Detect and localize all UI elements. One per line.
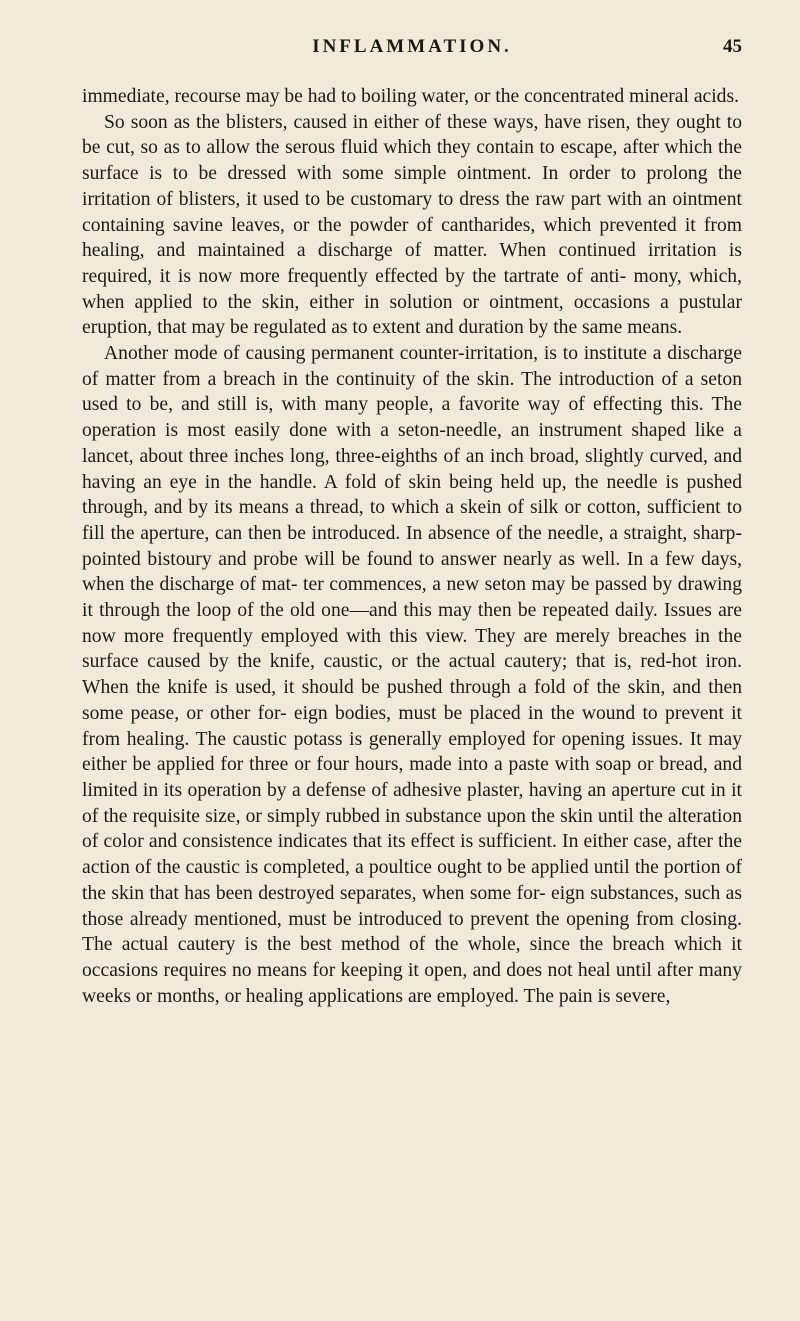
- page-number: 45: [723, 36, 742, 57]
- body-text: [82, 84, 742, 1009]
- paragraph-counter-irritation: Another mode of causing permanent counter-irritation, is to institute a discharge of matter from a breach in the continuity of the skin. The introduction of a seton used to be, and still is, with many people, a favorite way of effecting this. The operation is most easily done with a seton-needle, an instrument shaped like a lancet, about three inches long, three-eighths of an inch broad, slightly curved, and having an eye in the handle. A fold of skin being held up, the needle is pushed through, and by its means a thread, to which a skein of silk or cotton, sufficient to fill the aperture, can then be introduced. In absence of the needle, a straight, sharp-pointed bistoury and probe will be found to answer nearly as well. In a few days, when the discharge of mat- ter commences, a new seton may be passed by drawing it through the loop of the old one—and this may then be repeated daily. Issues are now more frequently employed with this view. They are merely breaches in the surface caused by the knife, caustic, or the actual cautery; that is, red-hot iron. When the knife is used, it should be pushed through a fold of the skin, and then some pease, or other for- eign bodies, must be placed in the wound to prevent it from healing. The caustic potass is generally employed for opening issues. It may either be applied for three or four hours, made into a paste with soap or bread, and limited in its operation by a defense of adhesive plaster, having an aperture cut in it of the requisite size, or simply rubbed in substance upon the skin until the alteration of color and consistence indicates that its effect is sufficient. In either case, after the action of the caustic is completed, a poultice ought to be applied until the portion of the skin that has been destroyed separates, when some for- eign substances, such as those already mentioned, must be introduced to prevent the opening from closing. The actual cautery is the best method of the whole, since the breach which it occasions requires no means for keeping it open, and does not heal until after many weeks or months, or healing applications are employed. The pain is severe,: [82, 343, 742, 1007]
- paragraph-blisters: So soon as the blisters, caused in either of these ways, have risen, they ought to be cut, so as to allow the serous fluid which they contain to escape, after which the surface is to be dressed with some simple ointment. In order to prolong the irritation of blisters, it used to be customary to dress the raw part with an ointment containing savine leaves, or the powder of cantharides, which prevented it from healing, and maintained a discharge of matter. When continued irritation is required, it is now more frequently effected by the tartrate of anti- mony, which, when applied to the skin, either in solution or ointment, occasions a pustular eruption, that may be regulated as to extent and duration by the same means.: [82, 111, 742, 339]
- running-title: INFLAMMATION.: [312, 36, 512, 57]
- paragraph-continuation: immediate, recourse may be had to boiling water, or the concentrated mineral acids.: [82, 86, 739, 107]
- running-head: [82, 36, 742, 62]
